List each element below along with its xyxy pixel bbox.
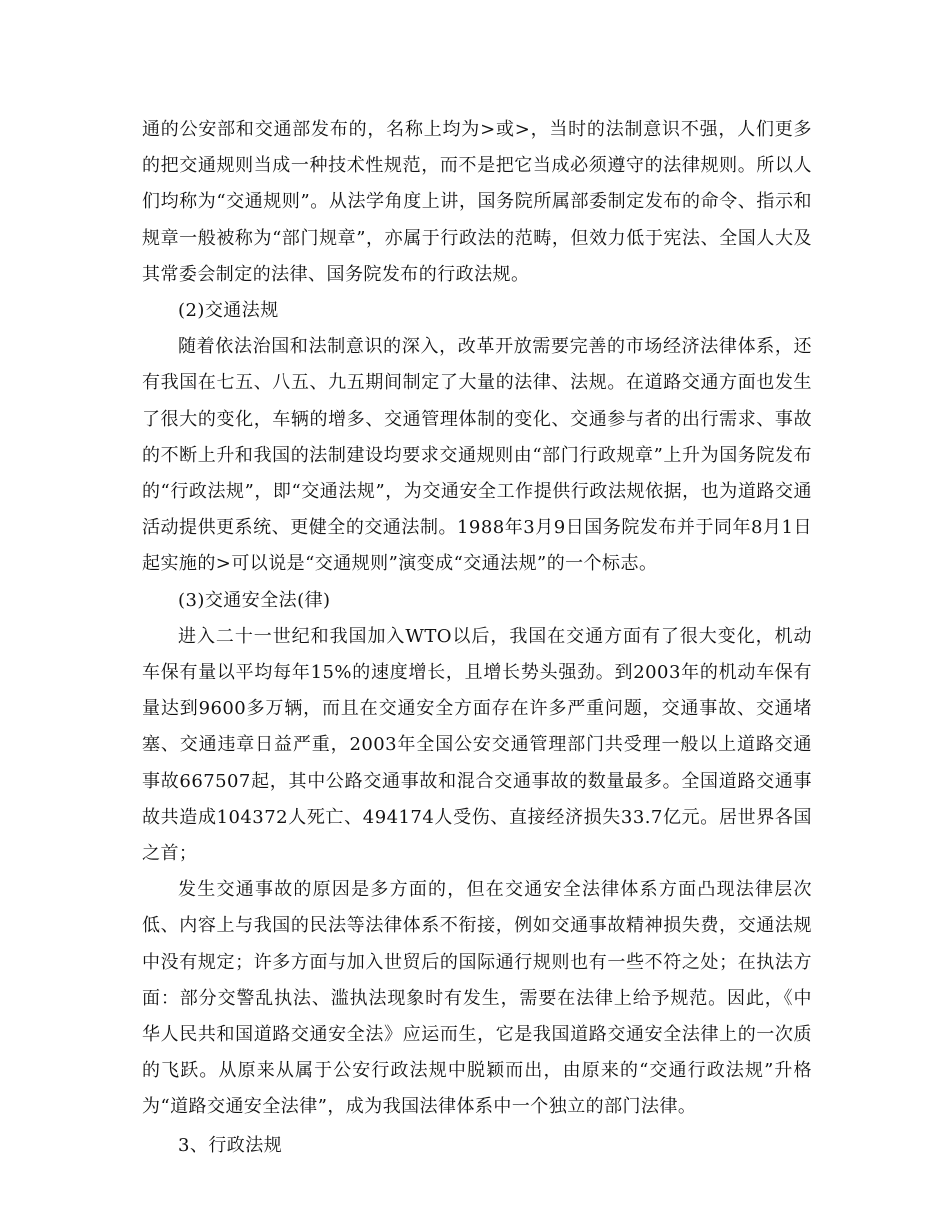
paragraph-traffic-rules-origin: 通的公安部和交通部发布的，名称上均为>或>，当时的法制意识不强，人们更多的把交通规则当成一种技术性规范，而不是把它当成必须遵守的法律规则。所以人们均称为“交通规则”。从法学角度上讲，国务院所属部委制定发布的命令、指示和规章一般被称为“部门规章”，亦属于行政法的范畴，但效力低于宪法、全国人大及其常委会制定的法律、国务院发布的行政法规。 (142, 119, 812, 285)
heading-traffic-safety-law: (3)交通安全法(律) (178, 589, 331, 611)
paragraph-traffic-regulations: 随着依法治国和法制意识的深入，改革开放需要完善的市场经济法律体系，还有我国在七五、八五、九五期间制定了大量的法律、法规。在道路交通方面也发生了很大的变化，车辆的增多、交通管理体制的变化、交通参与者的出行需求、事故的不断上升和我国的法制建设均要求交通规则由“部门行政规章”上升为国务院发布的“行政法规”，即“交通法规”，为交通安全工作提供行政法规依据，也为道路交通活动提供更系统、更健全的交通法制。1988年3月9日国务院发布并于同年8月1日起实施的>可以说是“交通规则”演变成“交通法规”的一个标志。 (142, 336, 812, 575)
document-page (142, 112, 812, 1164)
heading-administrative-regulations: 3、行政法规 (178, 1134, 283, 1156)
heading-traffic-regulations: (2)交通法规 (178, 300, 279, 322)
paragraph-wto-vehicle-growth: 进入二十一世纪和我国加入WTO以后，我国在交通方面有了很大变化，机动车保有量以平均每年15%的速度增长，且增长势头强劲。到2003年的机动车保有量达到9600多万辆，而且在交通安全方面存在许多严重问题，交通事故、交通堵塞、交通违章日益严重，2003年全国公安交通管理部门共受理一般以上道路交通事故667507起，其中公路交通事故和混合交通事故的数量最多。全国道路交通事故共造成104372人死亡、494174人受伤、直接经济损失33.7亿元。居世界各国之首； (142, 625, 812, 865)
paragraph-accident-causes: 发生交通事故的原因是多方面的，但在交通安全法律体系方面凸现法律层次低、内容上与我国的民法等法律体系不衔接，例如交通事故精神损失费，交通法规中没有规定；许多方面与加入世贸后的国际通行规则也有一些不符之处；在执法方面：部分交警乱执法、滥执法现象时有发生，需要在法律上给予规范。因此，《中华人民共和国道路交通安全法》应运而生，它是我国道路交通安全法律上的一次质的飞跃。从原来从属于公安行政法规中脱颖而出，由原来的“交通行政法规”升格为“道路交通安全法律”，成为我国法律体系中一个独立的部门法律。 (142, 879, 812, 1118)
